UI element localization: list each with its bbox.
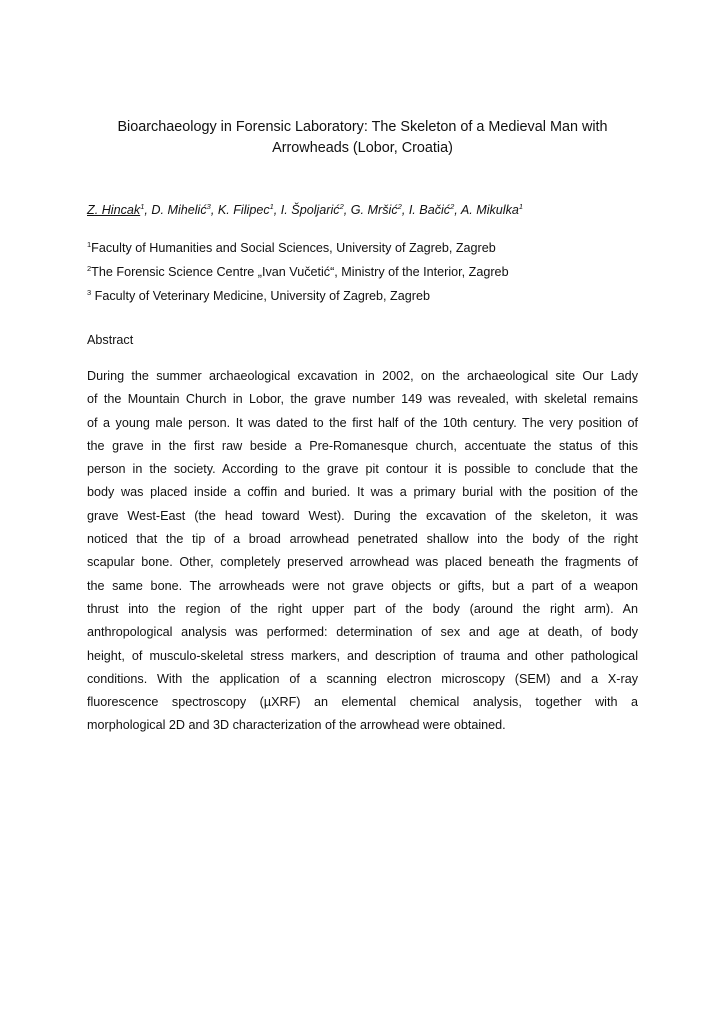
author-name: Z. Hincak xyxy=(87,203,141,217)
author-name: A. Mikulka xyxy=(460,203,519,217)
author-separator: , xyxy=(454,203,461,217)
abstract-body xyxy=(87,365,638,738)
affiliation-text: Faculty of Veterinary Medicine, University of Zagreb, Zagreb xyxy=(91,289,430,303)
affiliation xyxy=(87,284,638,308)
author xyxy=(151,203,217,217)
abstract-line: grave West-East (the head toward West). During the excavation of the skeleton, it was xyxy=(87,508,638,523)
abstract-line: of a young male person. It was dated to the first half of the 10th century. The very position of xyxy=(87,415,638,430)
author xyxy=(281,203,351,217)
affiliation-text: Faculty of Humanities and Social Sciences, University of Zagreb, Zagreb xyxy=(91,241,496,255)
abstract-line: morphological 2D and 3D characterization of the arrowhead were obtained. xyxy=(87,718,506,733)
author-affiliation-mark: 1 xyxy=(518,201,524,211)
abstract-line: the grave in the first raw beside a Pre-Romanesque church, accentuate the status of this xyxy=(87,438,638,453)
author xyxy=(351,203,409,217)
author xyxy=(409,203,461,217)
author-name: K. Filipec xyxy=(217,203,270,217)
author xyxy=(461,203,523,217)
affiliation-mark: 1 xyxy=(87,239,92,249)
author-separator: , xyxy=(273,203,281,217)
author-affiliation-mark: 1 xyxy=(140,201,145,211)
paper-title-line-2: Arrowheads (Lobor, Croatia) xyxy=(272,140,453,156)
abstract-line: height, of musculo-skeletal stress markers, and description of trauma and other pathological xyxy=(87,648,638,663)
abstract-line: thrust into the region of the right upper part of the body (around the right arm). An xyxy=(87,601,638,616)
author-separator: , xyxy=(343,203,351,217)
affiliation-mark: 3 xyxy=(87,287,92,297)
abstract-line: anthropological analysis was performed: determination of sex and age at death, of body xyxy=(87,625,638,640)
author-separator: , xyxy=(210,203,218,217)
abstract-line: person in the society. According to the grave pit contour it is possible to conclude that the xyxy=(87,462,638,477)
author xyxy=(87,203,151,217)
abstract-line: During the summer archaeological excavation in 2002, on the archaeological site Our Lady xyxy=(87,369,638,383)
abstract-line: the same bone. The arrowheads were not grave objects or gifts, but a part of a weapon xyxy=(87,578,638,593)
author-name: I. Bačić xyxy=(408,203,451,217)
author-separator: , xyxy=(144,203,152,217)
affiliation xyxy=(87,260,638,284)
abstract-heading: Abstract xyxy=(87,333,134,347)
author-name: D. Mihelić xyxy=(151,203,207,217)
abstract-line: of the Mountain Church in Lobor, the grave number 149 was revealed, with skeletal remains xyxy=(87,392,638,407)
author-name: G. Mršić xyxy=(350,203,398,217)
author-name: I. Špoljarić xyxy=(280,203,340,217)
author xyxy=(218,203,281,217)
abstract-line: conditions. With the application of a scanning electron microscopy (SEM) and a X-ray xyxy=(87,671,638,686)
author-separator: , xyxy=(401,203,409,217)
abstract-line: body was placed inside a coffin and buried. It was a primary burial with the position of the xyxy=(87,485,638,500)
author-affiliation-mark: 3 xyxy=(206,201,211,211)
paper-title-line-1: Bioarchaeology in Forensic Laboratory: The Skeleton of a Medieval Man with xyxy=(117,119,608,135)
affiliation-mark: 2 xyxy=(87,263,92,273)
paper-title xyxy=(87,117,638,159)
affiliation-list xyxy=(87,236,638,308)
affiliation-text: The Forensic Science Centre „Ivan Vučetić“, Ministry of the Interior, Zagreb xyxy=(91,265,509,279)
author-affiliation-mark: 1 xyxy=(269,201,274,211)
author-affiliation-mark: 2 xyxy=(450,201,455,211)
affiliation xyxy=(87,236,638,260)
author-list xyxy=(87,201,638,219)
author-affiliation-mark: 2 xyxy=(339,201,344,211)
abstract-line: fluorescence spectroscopy (µXRF) an elemental chemical analysis, together with a xyxy=(87,695,638,710)
author-affiliation-mark: 2 xyxy=(397,201,402,211)
abstract-line: noticed that the tip of a broad arrowhead penetrated shallow into the body of the right xyxy=(87,532,638,547)
abstract-line: scapular bone. Other, completely preserved arrowhead was placed beneath the fragments of xyxy=(87,555,638,570)
